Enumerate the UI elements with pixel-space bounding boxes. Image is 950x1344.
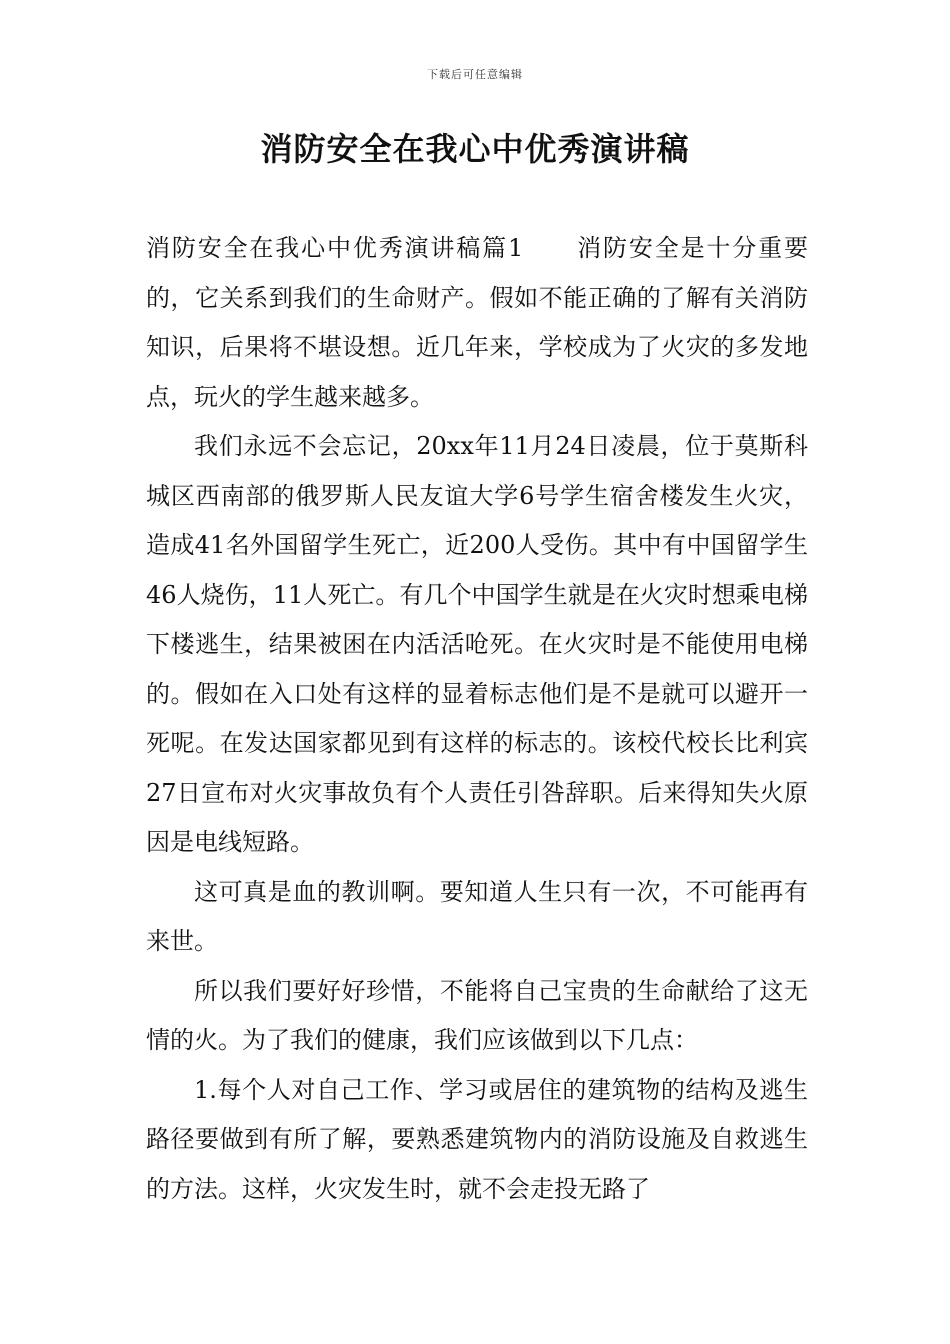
paragraph-4: 所以我们要好好珍惜，不能将自己宝贵的生命献给了这无情的火。为了我们的健康，我们应该做到以下几点： xyxy=(146,976,808,1054)
paragraph-5: 1.每个人对自己工作、学习或居住的建筑物的结构及逃生路径要做到有所了解，要熟悉建筑物内的消防设施及自救逃生的方法。这样，火灾发生时，就不会走投无路了 xyxy=(146,1075,808,1203)
section-heading: 消防安全在我心中优秀演讲稿篇1 xyxy=(146,234,524,262)
header-note: 下载后可任意编辑 xyxy=(427,68,523,81)
paragraph-2: 我们永远不会忘记，20xx年11月24日凌晨，位于莫斯科城区西南部的俄罗斯人民友谊大学6号学生宿舍楼发生火灾，造成41名外国留学生死亡，近200人受伤。其中有中国留学生46人烧伤，11人死亡。有几个中国学生就是在火灾时想乘电梯下楼逃生，结果被困在内活活呛死。在火灾时是不能使用电梯的。假如在入口处有这样的显着标志他们是不是就可以避开一死呢。在发达国家都见到有这样的标志的。该校代校长比利宾27日宣布对火灾事故负有个人责任引咎辞职。后来得知失火原因是电线短路。 xyxy=(146,432,808,856)
document-title: 消防安全在我心中优秀演讲稿 xyxy=(260,130,690,168)
paragraph-1-text: 消防安全是十分重要的，它关系到我们的生命财产。假如不能正确的了解有关消防知识，后果将不堪设想。近几年来，学校成为了火灾的多发地点，玩火的学生越来越多。 xyxy=(146,234,808,411)
document-body xyxy=(146,224,808,1214)
paragraph-1 xyxy=(146,224,808,422)
paragraph-3: 这可真是血的教训啊。要知道人生只有一次，不可能再有来世。 xyxy=(146,877,808,955)
